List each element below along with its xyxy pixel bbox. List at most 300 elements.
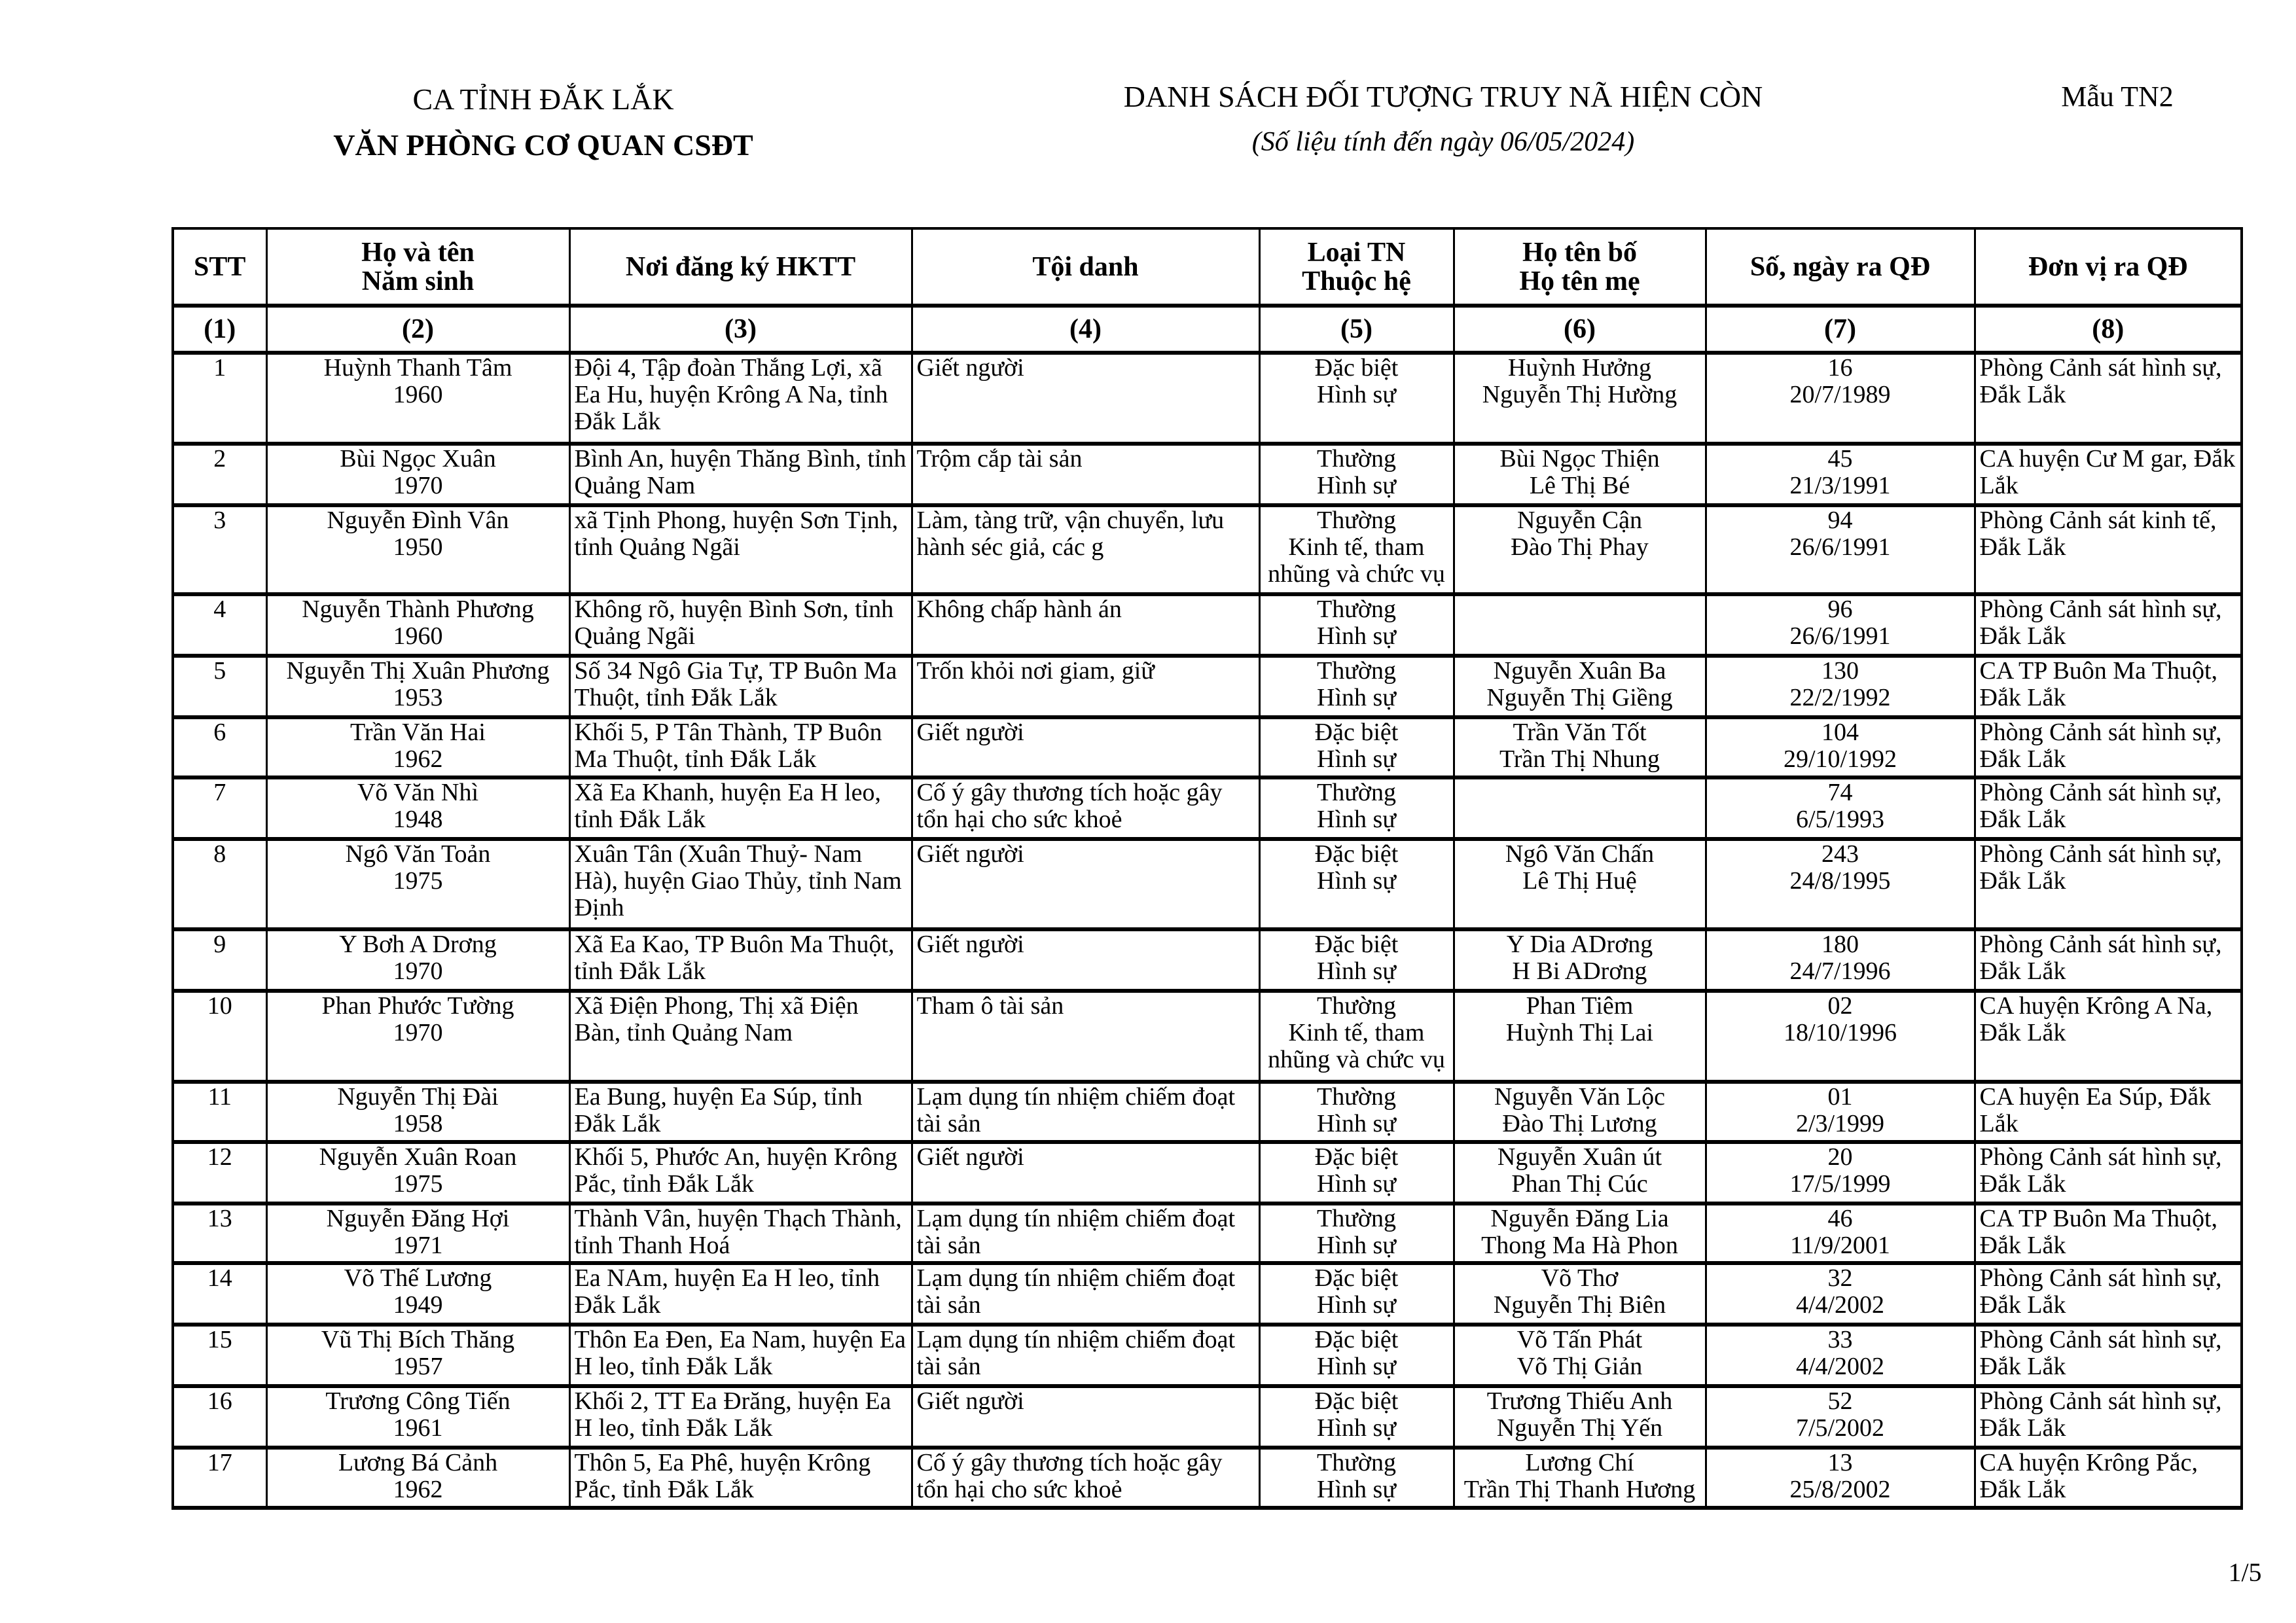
col-header-label: Tội danh xyxy=(1032,251,1139,282)
cell-parents xyxy=(1454,1142,1706,1204)
cell-decision xyxy=(1706,929,1975,991)
decision-date: 6/5/1993 xyxy=(1795,806,1885,833)
table-row xyxy=(173,1263,2242,1325)
issuing-unit: Phòng Cảnh sát hình sự, Đắk Lắk xyxy=(1979,931,2222,985)
table-row xyxy=(173,1082,2242,1142)
mother-name: Nguyễn Thị Biên xyxy=(1493,1291,1666,1319)
table-row xyxy=(173,929,2242,991)
column-number: (7) xyxy=(1706,306,1975,353)
crime-description: Giết người xyxy=(916,1143,1024,1171)
crime-description: Giết người xyxy=(916,354,1024,382)
crime-description: Làm, tàng trữ, vận chuyển, lưu hành séc giả, các g xyxy=(916,507,1225,561)
stt-value: 17 xyxy=(207,1449,232,1476)
cell-decision xyxy=(1706,1263,1975,1325)
cell-address xyxy=(569,1263,912,1325)
table-row xyxy=(173,777,2242,839)
stt-value: 5 xyxy=(213,657,226,685)
col-header-label: Đơn vị ra QĐ xyxy=(2028,251,2188,282)
table-row xyxy=(173,656,2242,717)
birth-year: 1950 xyxy=(393,533,443,561)
stt-value: 9 xyxy=(213,931,226,958)
column-number: (3) xyxy=(569,306,912,353)
decision-number: 45 xyxy=(1827,445,1853,473)
cell-crime xyxy=(912,991,1259,1082)
table-row xyxy=(173,1448,2242,1508)
father-name: Lương Chí xyxy=(1525,1449,1634,1476)
decision-number: 32 xyxy=(1827,1264,1853,1292)
mother-name: Đào Thị Lương xyxy=(1502,1110,1657,1137)
mother-name: Nguyễn Thị Hường xyxy=(1482,381,1677,408)
cell-wanted-type xyxy=(1259,1204,1454,1263)
person-name: Nguyễn Đăng Hợi xyxy=(326,1205,510,1232)
form-code: Mẫu TN2 xyxy=(2061,80,2174,113)
issuing-unit: Phòng Cảnh sát hình sự, Đắk Lắk xyxy=(1979,719,2222,773)
birth-year: 1962 xyxy=(393,745,443,773)
wanted-type: Thường xyxy=(1317,992,1396,1020)
wanted-type: Thường xyxy=(1317,507,1396,534)
decision-date: 25/8/2002 xyxy=(1789,1476,1891,1503)
cell-crime xyxy=(912,839,1259,929)
wanted-type: Đặc biệt xyxy=(1314,931,1399,958)
decision-number: 33 xyxy=(1827,1326,1853,1353)
decision-number: 94 xyxy=(1827,507,1853,534)
cell-wanted-type xyxy=(1259,444,1454,505)
col-header-label: Số, ngày ra QĐ xyxy=(1749,251,1931,282)
cell-address xyxy=(569,1142,912,1204)
cell-address xyxy=(569,1082,912,1142)
cell-stt xyxy=(173,1142,266,1204)
person-name: Vũ Thị Bích Thăng xyxy=(321,1326,515,1353)
wanted-type: Thường xyxy=(1317,445,1396,473)
table-row xyxy=(173,1386,2242,1448)
decision-date: 7/5/2002 xyxy=(1795,1414,1885,1442)
col-header-sublabel: Năm sinh xyxy=(361,266,475,296)
stt-value: 4 xyxy=(213,596,226,623)
cell-wanted-type xyxy=(1259,839,1454,929)
column-number: (6) xyxy=(1454,306,1706,353)
person-name: Bùi Ngọc Xuân xyxy=(340,445,496,473)
decision-number: 02 xyxy=(1827,992,1853,1020)
cell-crime xyxy=(912,777,1259,839)
case-category: Hình sự xyxy=(1317,806,1396,833)
wanted-type: Đặc biệt xyxy=(1314,1387,1399,1415)
issuing-unit: CA huyện Ea Súp, Đắk Lắk xyxy=(1979,1083,2212,1137)
decision-date: 29/10/1992 xyxy=(1783,745,1897,773)
wanted-type: Thường xyxy=(1317,1205,1396,1232)
wanted-type: Đặc biệt xyxy=(1314,840,1399,868)
crime-description: Lạm dụng tín nhiệm chiếm đoạt tài sản xyxy=(916,1083,1236,1137)
table-header-row xyxy=(173,228,2242,306)
cell-name xyxy=(266,656,569,717)
case-category: Hình sự xyxy=(1317,622,1396,650)
stt-value: 7 xyxy=(213,779,226,806)
crime-description: Lạm dụng tín nhiệm chiếm đoạt tài sản xyxy=(916,1264,1236,1319)
crime-description: Không chấp hành án xyxy=(916,596,1122,623)
issuing-unit: Phòng Cảnh sát hình sự, Đắk Lắk xyxy=(1979,1387,2222,1442)
cell-crime xyxy=(912,1263,1259,1325)
issuing-unit: CA TP Buôn Ma Thuột, Đắk Lắk xyxy=(1979,1205,2218,1259)
table-row xyxy=(173,717,2242,777)
crime-description: Giết người xyxy=(916,1387,1024,1415)
cell-stt xyxy=(173,656,266,717)
decision-number: 96 xyxy=(1827,596,1853,623)
wanted-type: Đặc biệt xyxy=(1314,354,1399,382)
stt-value: 3 xyxy=(213,507,226,534)
cell-address xyxy=(569,505,912,594)
stt-value: 13 xyxy=(207,1205,232,1232)
registered-address: Ea NAm, huyện Ea H leo, tỉnh Đắk Lắk xyxy=(574,1264,880,1319)
cell-crime xyxy=(912,353,1259,444)
col-header-stt xyxy=(173,228,266,306)
mother-name: Đào Thị Phay xyxy=(1511,533,1649,561)
cell-parents xyxy=(1454,1082,1706,1142)
cell-crime xyxy=(912,1448,1259,1508)
case-category: Hình sự xyxy=(1317,745,1396,773)
stt-value: 6 xyxy=(213,719,226,746)
birth-year: 1961 xyxy=(393,1414,443,1442)
birth-year: 1971 xyxy=(393,1232,443,1259)
column-number: (5) xyxy=(1259,306,1454,353)
cell-issuing-unit xyxy=(1975,1386,2242,1448)
cell-name xyxy=(266,839,569,929)
person-name: Trần Văn Hai xyxy=(350,719,486,746)
mother-name: Võ Thị Giản xyxy=(1516,1353,1643,1380)
cell-stt xyxy=(173,444,266,505)
case-category: Kinh tế, tham nhũng và chức vụ xyxy=(1268,533,1445,588)
cell-address xyxy=(569,777,912,839)
cell-wanted-type xyxy=(1259,1082,1454,1142)
cell-stt xyxy=(173,594,266,656)
person-name: Y Bơh A Drơng xyxy=(339,931,497,958)
case-category: Hình sự xyxy=(1317,1110,1396,1137)
birth-year: 1960 xyxy=(393,381,443,408)
col-header-label: Nơi đăng ký HKTT xyxy=(625,251,856,282)
case-category: Hình sự xyxy=(1317,1291,1396,1319)
cell-wanted-type xyxy=(1259,1448,1454,1508)
mother-name: Trần Thị Thanh Hương xyxy=(1463,1476,1696,1503)
decision-number: 46 xyxy=(1827,1205,1853,1232)
cell-address xyxy=(569,991,912,1082)
col-header-name xyxy=(266,228,569,306)
cell-decision xyxy=(1706,1325,1975,1386)
cell-issuing-unit xyxy=(1975,444,2242,505)
cell-name xyxy=(266,505,569,594)
cell-name xyxy=(266,1204,569,1263)
table-row xyxy=(173,444,2242,505)
cell-address xyxy=(569,1386,912,1448)
cell-decision xyxy=(1706,444,1975,505)
page-indicator: 1/5 xyxy=(2228,1558,2262,1587)
case-category: Hình sự xyxy=(1317,1170,1396,1198)
father-name: Trương Thiếu Anh xyxy=(1486,1387,1673,1415)
registered-address: Không rõ, huyện Bình Sơn, tỉnh Quảng Ngãi xyxy=(574,596,894,650)
person-name: Ngô Văn Toản xyxy=(345,840,491,868)
birth-year: 1957 xyxy=(393,1353,443,1380)
cell-stt xyxy=(173,505,266,594)
table-row xyxy=(173,839,2242,929)
col-header-label: Loại TN xyxy=(1307,237,1406,268)
cell-address xyxy=(569,594,912,656)
issuing-unit: CA huyện Krông A Na, Đắk Lắk xyxy=(1979,992,2213,1046)
column-number: (4) xyxy=(912,306,1259,353)
birth-year: 1975 xyxy=(393,1170,443,1198)
cell-parents xyxy=(1454,1448,1706,1508)
registered-address: Bình An, huyện Thăng Bình, tỉnh Quảng Nam xyxy=(574,445,906,499)
crime-description: Giết người xyxy=(916,719,1024,746)
cell-address xyxy=(569,717,912,777)
crime-description: Giết người xyxy=(916,840,1024,868)
cell-crime xyxy=(912,1204,1259,1263)
stt-value: 1 xyxy=(213,354,226,382)
mother-name: Nguyễn Thị Giềng xyxy=(1486,684,1673,711)
registered-address: Khối 5, Phước An, huyện Krông Pắc, tỉnh Đắk Lắk xyxy=(574,1143,897,1198)
cell-address xyxy=(569,656,912,717)
registered-address: Xã Điện Phong, Thị xã Điện Bàn, tỉnh Quảng Nam xyxy=(574,992,859,1046)
cell-parents xyxy=(1454,505,1706,594)
issuing-unit: CA huyện Krông Pắc, Đắk Lắk xyxy=(1979,1449,2198,1503)
decision-date: 2/3/1999 xyxy=(1795,1110,1885,1137)
cell-parents xyxy=(1454,353,1706,444)
table-row xyxy=(173,991,2242,1082)
mother-name: Thong Ma Hà Phon xyxy=(1481,1232,1678,1259)
crime-description: Cố ý gây thương tích hoặc gây tổn hại cho sức khoẻ xyxy=(916,1449,1223,1503)
col-header-label: STT xyxy=(194,251,246,282)
cell-issuing-unit xyxy=(1975,505,2242,594)
crime-description: Lạm dụng tín nhiệm chiếm đoạt tài sản xyxy=(916,1205,1236,1259)
col-header-sublabel: Thuộc hệ xyxy=(1302,266,1411,296)
stt-value: 15 xyxy=(207,1326,232,1353)
cell-wanted-type xyxy=(1259,1386,1454,1448)
issuing-unit: Phòng Cảnh sát hình sự, Đắk Lắk xyxy=(1979,1326,2222,1380)
mother-name: H Bi ADrơng xyxy=(1512,957,1647,985)
stt-value: 8 xyxy=(213,840,226,868)
cell-parents xyxy=(1454,656,1706,717)
cell-parents xyxy=(1454,1204,1706,1263)
person-name: Võ Thế Lương xyxy=(344,1264,492,1292)
table-row xyxy=(173,505,2242,594)
stt-value: 14 xyxy=(207,1264,232,1292)
cell-stt xyxy=(173,839,266,929)
birth-year: 1962 xyxy=(393,1476,443,1503)
cell-wanted-type xyxy=(1259,1325,1454,1386)
mother-name: Trần Thị Nhung xyxy=(1499,745,1660,773)
cell-parents xyxy=(1454,839,1706,929)
father-name: Ngô Văn Chấn xyxy=(1505,840,1655,868)
cell-stt xyxy=(173,1386,266,1448)
decision-number: 20 xyxy=(1827,1143,1853,1171)
cell-wanted-type xyxy=(1259,717,1454,777)
cell-name xyxy=(266,717,569,777)
cell-parents xyxy=(1454,1325,1706,1386)
cell-stt xyxy=(173,777,266,839)
cell-issuing-unit xyxy=(1975,777,2242,839)
cell-decision xyxy=(1706,839,1975,929)
cell-name xyxy=(266,594,569,656)
mother-name: Nguyễn Thị Yến xyxy=(1496,1414,1663,1442)
cell-issuing-unit xyxy=(1975,1082,2242,1142)
birth-year: 1960 xyxy=(393,622,443,650)
cell-wanted-type xyxy=(1259,505,1454,594)
cell-name xyxy=(266,444,569,505)
person-name: Nguyễn Xuân Roan xyxy=(319,1143,517,1171)
person-name: Nguyễn Đình Vân xyxy=(327,507,509,534)
decision-number: 130 xyxy=(1821,657,1859,685)
table-row xyxy=(173,594,2242,656)
cell-decision xyxy=(1706,777,1975,839)
cell-name xyxy=(266,353,569,444)
issuing-unit: Phòng Cảnh sát kinh tế, Đắk Lắk xyxy=(1979,507,2217,561)
registered-address: Khối 5, P Tân Thành, TP Buôn Ma Thuột, tỉnh Đắk Lắk xyxy=(574,719,882,773)
col-header-wanted-type xyxy=(1259,228,1454,306)
issuing-unit: CA TP Buôn Ma Thuột, Đắk Lắk xyxy=(1979,657,2218,711)
cell-address xyxy=(569,929,912,991)
cell-decision xyxy=(1706,505,1975,594)
cell-decision xyxy=(1706,991,1975,1082)
cell-address xyxy=(569,444,912,505)
registered-address: Thôn 5, Ea Phê, huyện Krông Pắc, tỉnh Đắk Lắk xyxy=(574,1449,871,1503)
cell-decision xyxy=(1706,353,1975,444)
issuing-unit: Phòng Cảnh sát hình sự, Đắk Lắk xyxy=(1979,840,2222,895)
cell-crime xyxy=(912,717,1259,777)
cell-name xyxy=(266,1448,569,1508)
col-header-label: Họ và tên xyxy=(361,237,475,268)
wanted-type: Đặc biệt xyxy=(1314,1326,1399,1353)
case-category: Hình sự xyxy=(1317,957,1396,985)
cell-crime xyxy=(912,656,1259,717)
cell-wanted-type xyxy=(1259,929,1454,991)
mother-name: Lê Thị Huệ xyxy=(1522,867,1637,895)
birth-year: 1958 xyxy=(393,1110,443,1137)
cell-address xyxy=(569,1448,912,1508)
father-name: Nguyễn Văn Lộc xyxy=(1494,1083,1665,1111)
cell-decision xyxy=(1706,1082,1975,1142)
cell-wanted-type xyxy=(1259,777,1454,839)
issuing-unit: CA huyện Cư M gar, Đắk Lắk xyxy=(1979,445,2236,499)
wanted-type: Thường xyxy=(1317,1449,1396,1476)
person-name: Nguyễn Thị Đài xyxy=(337,1083,499,1111)
decision-date: 11/9/2001 xyxy=(1790,1232,1890,1259)
cell-issuing-unit xyxy=(1975,1448,2242,1508)
cell-name xyxy=(266,1325,569,1386)
decision-date: 24/7/1996 xyxy=(1789,957,1891,985)
cell-decision xyxy=(1706,594,1975,656)
father-name: Phan Tiêm xyxy=(1526,992,1634,1020)
cell-crime xyxy=(912,1142,1259,1204)
father-name: Nguyễn Xuân út xyxy=(1497,1143,1662,1171)
cell-name xyxy=(266,777,569,839)
birth-year: 1970 xyxy=(393,957,443,985)
cell-wanted-type xyxy=(1259,991,1454,1082)
wanted-type: Thường xyxy=(1317,657,1396,685)
cell-stt xyxy=(173,991,266,1082)
stt-value: 11 xyxy=(207,1083,232,1111)
birth-year: 1970 xyxy=(393,1019,443,1046)
cell-issuing-unit xyxy=(1975,656,2242,717)
wanted-type: Thường xyxy=(1317,779,1396,806)
cell-wanted-type xyxy=(1259,594,1454,656)
decision-number: 16 xyxy=(1827,354,1853,382)
mother-name: Huỳnh Thị Lai xyxy=(1505,1019,1654,1046)
registered-address: Xuân Tân (Xuân Thuỷ- Nam Hà), huyện Giao Thủy, tỉnh Nam Định xyxy=(574,840,902,921)
office-name: VĂN PHÒNG CƠ QUAN CSĐT xyxy=(333,128,753,162)
cell-stt xyxy=(173,717,266,777)
issuing-unit: Phòng Cảnh sát hình sự, Đắk Lắk xyxy=(1979,1143,2222,1198)
col-header-address xyxy=(569,228,912,306)
cell-stt xyxy=(173,1082,266,1142)
agency-name: CA TỈNH ĐẮK LẮK xyxy=(412,82,674,116)
cell-issuing-unit xyxy=(1975,1325,2242,1386)
table-row xyxy=(173,1325,2242,1386)
wanted-type: Đặc biệt xyxy=(1314,1264,1399,1292)
cell-name xyxy=(266,991,569,1082)
cell-issuing-unit xyxy=(1975,991,2242,1082)
case-category: Hình sự xyxy=(1317,472,1396,499)
cell-address xyxy=(569,1325,912,1386)
cell-decision xyxy=(1706,1204,1975,1263)
case-category: Hình sự xyxy=(1317,1353,1396,1380)
issuing-unit: Phòng Cảnh sát hình sự, Đắk Lắk xyxy=(1979,596,2222,650)
column-number: (1) xyxy=(173,306,266,353)
cell-issuing-unit xyxy=(1975,594,2242,656)
cell-wanted-type xyxy=(1259,1142,1454,1204)
cell-parents xyxy=(1454,1263,1706,1325)
issuing-unit: Phòng Cảnh sát hình sự, Đắk Lắk xyxy=(1979,1264,2222,1319)
decision-date: 20/7/1989 xyxy=(1789,381,1891,408)
father-name: Trần Văn Tốt xyxy=(1513,719,1647,746)
column-number-row xyxy=(173,306,2242,353)
birth-year: 1953 xyxy=(393,684,443,711)
wanted-type: Đặc biệt xyxy=(1314,719,1399,746)
registered-address: Xã Ea Kao, TP Buôn Ma Thuột, tỉnh Đắk Lắk xyxy=(574,931,895,985)
cell-parents xyxy=(1454,717,1706,777)
cell-crime xyxy=(912,1325,1259,1386)
document-title: DANH SÁCH ĐỐI TƯỢNG TRUY NÃ HIỆN CÒN xyxy=(1123,80,1763,113)
mother-name: Phan Thị Cúc xyxy=(1511,1170,1648,1198)
decision-date: 4/4/2002 xyxy=(1795,1291,1885,1319)
cell-stt xyxy=(173,1204,266,1263)
cell-address xyxy=(569,353,912,444)
father-name: Nguyễn Xuân Ba xyxy=(1493,657,1666,685)
col-header-decision xyxy=(1706,228,1975,306)
cell-address xyxy=(569,1204,912,1263)
cell-decision xyxy=(1706,656,1975,717)
decision-number: 01 xyxy=(1827,1083,1853,1111)
father-name: Y Dia ADrơng xyxy=(1506,931,1653,958)
cell-decision xyxy=(1706,1448,1975,1508)
birth-year: 1970 xyxy=(393,472,443,499)
wanted-type: Thường xyxy=(1317,1083,1396,1111)
cell-parents xyxy=(1454,777,1706,839)
col-header-crime xyxy=(912,228,1259,306)
decision-date: 18/10/1996 xyxy=(1783,1019,1897,1046)
decision-number: 52 xyxy=(1827,1387,1853,1415)
birth-year: 1948 xyxy=(393,806,443,833)
person-name: Võ Văn Nhì xyxy=(357,779,479,806)
cell-wanted-type xyxy=(1259,656,1454,717)
father-name: Bùi Ngọc Thiện xyxy=(1499,445,1660,473)
col-header-label: Họ tên bố xyxy=(1522,237,1637,268)
cell-issuing-unit xyxy=(1975,353,2242,444)
cell-wanted-type xyxy=(1259,1263,1454,1325)
wanted-type: Thường xyxy=(1317,596,1396,623)
cell-issuing-unit xyxy=(1975,839,2242,929)
cell-stt xyxy=(173,1448,266,1508)
table-row xyxy=(173,353,2242,444)
person-name: Trương Công Tiến xyxy=(325,1387,511,1415)
decision-date: 4/4/2002 xyxy=(1795,1353,1885,1380)
cell-issuing-unit xyxy=(1975,1263,2242,1325)
registered-address: Thành Vân, huyện Thạch Thành, tỉnh Thanh Hoá xyxy=(574,1205,902,1259)
